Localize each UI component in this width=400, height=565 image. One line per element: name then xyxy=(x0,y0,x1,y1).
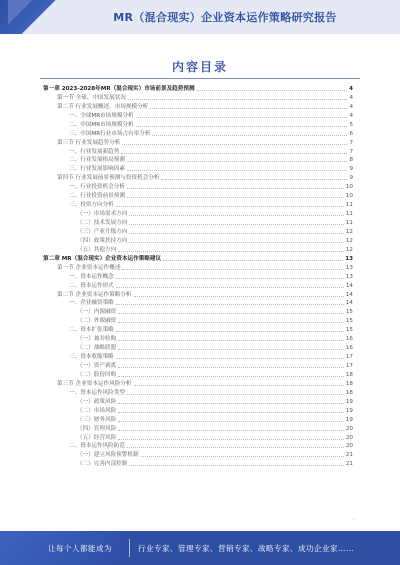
toc-entry-text: 一、资本运作概念 xyxy=(69,273,114,280)
toc-leader-dots xyxy=(116,278,344,279)
toc-leader-dots xyxy=(118,322,344,323)
toc-entry[interactable] xyxy=(43,245,353,254)
toc-entry-page: 16 xyxy=(345,336,353,343)
toc-entry-text: 三、行业发展影响因素 xyxy=(69,166,125,173)
toc-leader-dots xyxy=(134,385,344,386)
toc-entry[interactable] xyxy=(43,147,353,156)
toc-leader-dots xyxy=(127,161,347,162)
toc-entry-page: 12 xyxy=(345,237,353,244)
toc-entry-text: （二）技术发展方向 xyxy=(77,220,128,226)
toc-entry-text: （二）股份回购 xyxy=(77,371,117,378)
toc-entry-text: （五）其他方向 xyxy=(77,246,117,253)
toc-entry[interactable] xyxy=(43,209,353,218)
toc-entry-text: 一、行业发展新趋势 xyxy=(69,148,120,155)
toc-entry-text: 第一章 2023-2028年MR（混合现实）市场前景及趋势预测 xyxy=(43,85,195,92)
toc-entry-page: 19 xyxy=(345,407,353,414)
toc-entry-text: 一、企业融资策略 xyxy=(69,300,114,307)
toc-leader-dots xyxy=(118,412,344,413)
header-accent-decoration xyxy=(8,0,34,34)
toc-entry-text: （二）完善内部控制 xyxy=(77,461,128,468)
toc-leader-dots xyxy=(141,456,344,457)
toc-entry-page: 17 xyxy=(345,354,353,361)
toc-entry-page: 15 xyxy=(345,318,353,325)
toc-entry[interactable] xyxy=(43,111,353,120)
toc-entry-page: 20 xyxy=(345,434,353,441)
toc-entry-text: 二、中国MR市场规模分析 xyxy=(69,121,134,128)
toc-entry-text: 三、资本收缩策略 xyxy=(69,354,114,361)
toc-leader-dots xyxy=(118,340,344,341)
toc-entry-page: 11 xyxy=(345,220,353,226)
toc-entry-page: 7 xyxy=(349,148,353,155)
toc-leader-dots xyxy=(127,170,347,171)
toc-entry-text: （一）建立风险预警机制 xyxy=(77,452,139,459)
toc-entry[interactable] xyxy=(43,164,353,173)
toc-entry[interactable] xyxy=(43,397,353,406)
toc-leader-dots xyxy=(118,349,344,350)
toc-entry-page: 10 xyxy=(345,193,353,200)
toc-leader-dots xyxy=(118,251,344,252)
toc-entry-text: （一）兼并收购 xyxy=(77,336,117,343)
toc-entry[interactable] xyxy=(43,343,353,352)
toc-entry-text: 二、资本运作形式 xyxy=(69,282,114,289)
footer-slogan-right: 行业专家、管理专家、营销专家、战略专家、成功企业家…… xyxy=(138,544,354,553)
toc-entry[interactable] xyxy=(43,450,353,459)
toc-entry-text: 二、资本扩张策略 xyxy=(69,327,114,334)
toc-entry[interactable] xyxy=(43,379,353,388)
toc-leader-dots xyxy=(128,99,348,100)
toc-entry-text: 一、全球MR市场规模分析 xyxy=(69,112,134,119)
toc-entry[interactable] xyxy=(43,316,353,325)
toc-entry-text: 第三节 行业发展趋势分析 xyxy=(57,139,121,146)
toc-entry-page: 18 xyxy=(345,371,353,378)
toc-leader-dots xyxy=(118,403,344,404)
toc-leader-dots xyxy=(197,90,348,91)
toc-entry-page: 14 xyxy=(345,300,353,307)
toc-entry-page: 4 xyxy=(349,85,353,92)
toc-leader-dots xyxy=(163,260,343,261)
toc-entry-page: 15 xyxy=(345,327,353,334)
toc-leader-dots xyxy=(127,188,344,189)
toc-entry-page: 17 xyxy=(345,363,353,369)
toc-leader-dots xyxy=(129,465,344,466)
toc-leader-dots xyxy=(127,394,344,395)
toc-entry-page: 4 xyxy=(349,112,353,119)
page-marker: · xyxy=(352,517,354,523)
toc-entry[interactable] xyxy=(43,334,353,343)
toc-entry-text: 一、行业投资机会分析 xyxy=(69,184,125,191)
toc-entry-page: 11 xyxy=(345,202,353,209)
toc-leader-dots xyxy=(116,287,344,288)
toc-entry-text: 第二节 行业发展概述、市场规模分析 xyxy=(57,103,149,110)
toc-entry-page: 21 xyxy=(345,461,353,468)
toc-entry[interactable] xyxy=(43,236,353,245)
toc-entry-page: 7 xyxy=(349,139,353,146)
toc-leader-dots xyxy=(116,206,344,207)
toc-entry[interactable] xyxy=(43,459,353,468)
toc-entry[interactable] xyxy=(43,84,353,93)
toc-leader-dots xyxy=(136,126,348,127)
toc-leader-dots xyxy=(118,367,344,368)
toc-entry[interactable] xyxy=(43,263,353,272)
toc-entry-page: 14 xyxy=(345,282,353,289)
toc-entry-page: 18 xyxy=(345,380,353,387)
toc-leader-dots xyxy=(150,108,347,109)
toc-entry[interactable] xyxy=(43,173,353,182)
toc-entry-text: 二、资本运作风险防范 xyxy=(69,443,125,450)
toc-entry[interactable] xyxy=(43,388,353,397)
toc-leader-dots xyxy=(129,242,344,243)
toc-entry-page: 19 xyxy=(345,398,353,405)
toc-entry-page: 9 xyxy=(349,175,353,182)
toc-leader-dots xyxy=(122,144,347,145)
table-of-contents xyxy=(43,84,353,468)
toc-entry-text: 二、行业发展格局预测 xyxy=(69,157,125,164)
report-footer xyxy=(0,531,400,565)
toc-entry-page: 19 xyxy=(345,416,353,423)
toc-entry-page: 10 xyxy=(345,184,353,191)
toc-entry[interactable] xyxy=(43,415,353,424)
toc-entry[interactable] xyxy=(43,156,353,165)
toc-entry[interactable] xyxy=(43,433,353,442)
toc-entry-text: 三、投资方向分析 xyxy=(69,202,114,209)
toc-entry[interactable] xyxy=(43,424,353,433)
toc-leader-dots xyxy=(161,179,347,180)
toc-entry-text: 第四节 行业发展前景预测与投资机会分析 xyxy=(57,175,160,182)
toc-entry-page: 13 xyxy=(345,273,353,280)
toc-entry-page: 4 xyxy=(349,94,353,101)
toc-entry-page: 13 xyxy=(345,264,353,271)
toc-entry-text: （一）内源融资 xyxy=(77,309,117,316)
toc-entry[interactable] xyxy=(43,182,353,191)
toc-leader-dots xyxy=(118,430,344,431)
toc-entry-page: 14 xyxy=(345,291,353,298)
toc-entry[interactable] xyxy=(43,361,353,370)
toc-entry[interactable] xyxy=(43,254,353,263)
toc-leader-dots xyxy=(129,215,344,216)
toc-entry-text: （一）政策风险 xyxy=(77,398,117,405)
toc-entry[interactable] xyxy=(43,102,353,111)
toc-leader-dots xyxy=(118,439,344,440)
toc-leader-dots xyxy=(118,421,344,422)
toc-entry-text: （三）产业升级方向 xyxy=(77,228,128,235)
toc-entry-page: 11 xyxy=(345,211,353,218)
toc-entry-text: 第三节 企业资本运作风险分析 xyxy=(57,380,132,387)
toc-entry-text: 第二章 MR（混合现实）企业资本运作策略建议 xyxy=(43,255,162,262)
toc-leader-dots xyxy=(116,358,344,359)
footer-slogan-left: 让每个人都能成为 xyxy=(48,544,112,553)
toc-entry-page: 21 xyxy=(345,452,353,459)
toc-entry-text: （三）财务风险 xyxy=(77,416,117,423)
toc-entry-page: 16 xyxy=(345,345,353,352)
toc-entry-page: 12 xyxy=(345,246,353,253)
toc-leader-dots xyxy=(136,117,348,118)
toc-entry[interactable] xyxy=(43,442,353,451)
toc-entry-text: （二）市场风险 xyxy=(77,407,117,414)
toc-entry[interactable] xyxy=(43,370,353,379)
toc-entry-text: 第一节 企业资本运作概述 xyxy=(57,264,121,271)
toc-entry-page: 9 xyxy=(349,166,353,173)
toc-entry[interactable] xyxy=(43,290,353,299)
toc-entry-page: 18 xyxy=(345,389,353,396)
toc-entry-text: （四）管理风险 xyxy=(77,425,117,432)
toc-title: 内容目录 xyxy=(171,60,228,74)
toc-entry-page: 13 xyxy=(345,255,353,262)
toc-leader-dots xyxy=(129,224,344,225)
toc-entry[interactable] xyxy=(43,227,353,236)
toc-entry[interactable] xyxy=(43,325,353,334)
toc-leader-dots xyxy=(127,197,344,198)
toc-entry[interactable] xyxy=(43,218,353,227)
toc-leader-dots xyxy=(134,296,344,297)
toc-entry-page: 5 xyxy=(349,121,353,128)
toc-entry[interactable] xyxy=(43,93,353,102)
toc-entry[interactable] xyxy=(43,281,353,290)
toc-entry-text: 二、行业投资前景预测 xyxy=(69,193,125,200)
report-header xyxy=(0,0,400,34)
toc-entry-text: （四）政策扶持方向 xyxy=(77,237,128,244)
toc-entry-page: 6 xyxy=(349,130,353,137)
toc-entry[interactable] xyxy=(43,406,353,415)
toc-entry[interactable] xyxy=(43,352,353,361)
toc-entry[interactable] xyxy=(43,129,353,138)
toc-title-divider xyxy=(40,78,360,79)
toc-entry[interactable] xyxy=(43,272,353,281)
toc-leader-dots xyxy=(127,447,344,448)
toc-entry-text: （五）经营风险 xyxy=(77,434,117,441)
toc-entry-page: 12 xyxy=(345,228,353,235)
toc-entry[interactable] xyxy=(43,138,353,147)
toc-entry-text: 三、中国MR行业市场占有率分析 xyxy=(69,130,151,137)
toc-entry-text: 一、资本运作风险类型 xyxy=(69,389,125,396)
toc-entry-page: 15 xyxy=(345,309,353,316)
toc-entry-text: 第二节 企业资本运作策略分析 xyxy=(57,291,132,298)
report-title: MR（混合现实）企业资本运作策略研究报告 xyxy=(113,11,337,24)
toc-entry-page: 4 xyxy=(349,103,353,110)
toc-entry-page: 8 xyxy=(349,157,353,164)
footer-divider xyxy=(129,539,130,557)
toc-entry-page: 20 xyxy=(345,443,353,450)
toc-leader-dots xyxy=(122,269,344,270)
toc-leader-dots xyxy=(116,304,344,305)
toc-entry-text: （一）市场需求方向 xyxy=(77,211,128,218)
toc-entry[interactable] xyxy=(43,307,353,316)
toc-leader-dots xyxy=(118,313,344,314)
toc-entry-text: 第一节 全球、中国发展状况 xyxy=(57,94,126,101)
toc-leader-dots xyxy=(129,233,344,234)
toc-entry-text: （一）资产剥离 xyxy=(77,363,117,369)
toc-entry-text: （二）外源融资 xyxy=(77,318,117,325)
toc-leader-dots xyxy=(116,331,344,332)
toc-entry-page: 20 xyxy=(345,425,353,432)
toc-leader-dots xyxy=(118,376,344,377)
toc-entry-text: （二）战略联盟 xyxy=(77,345,117,352)
toc-entry[interactable] xyxy=(43,120,353,129)
toc-leader-dots xyxy=(121,153,347,154)
toc-entry[interactable] xyxy=(43,191,353,200)
toc-entry[interactable] xyxy=(43,299,353,308)
toc-entry[interactable] xyxy=(43,200,353,209)
toc-leader-dots xyxy=(152,135,347,136)
